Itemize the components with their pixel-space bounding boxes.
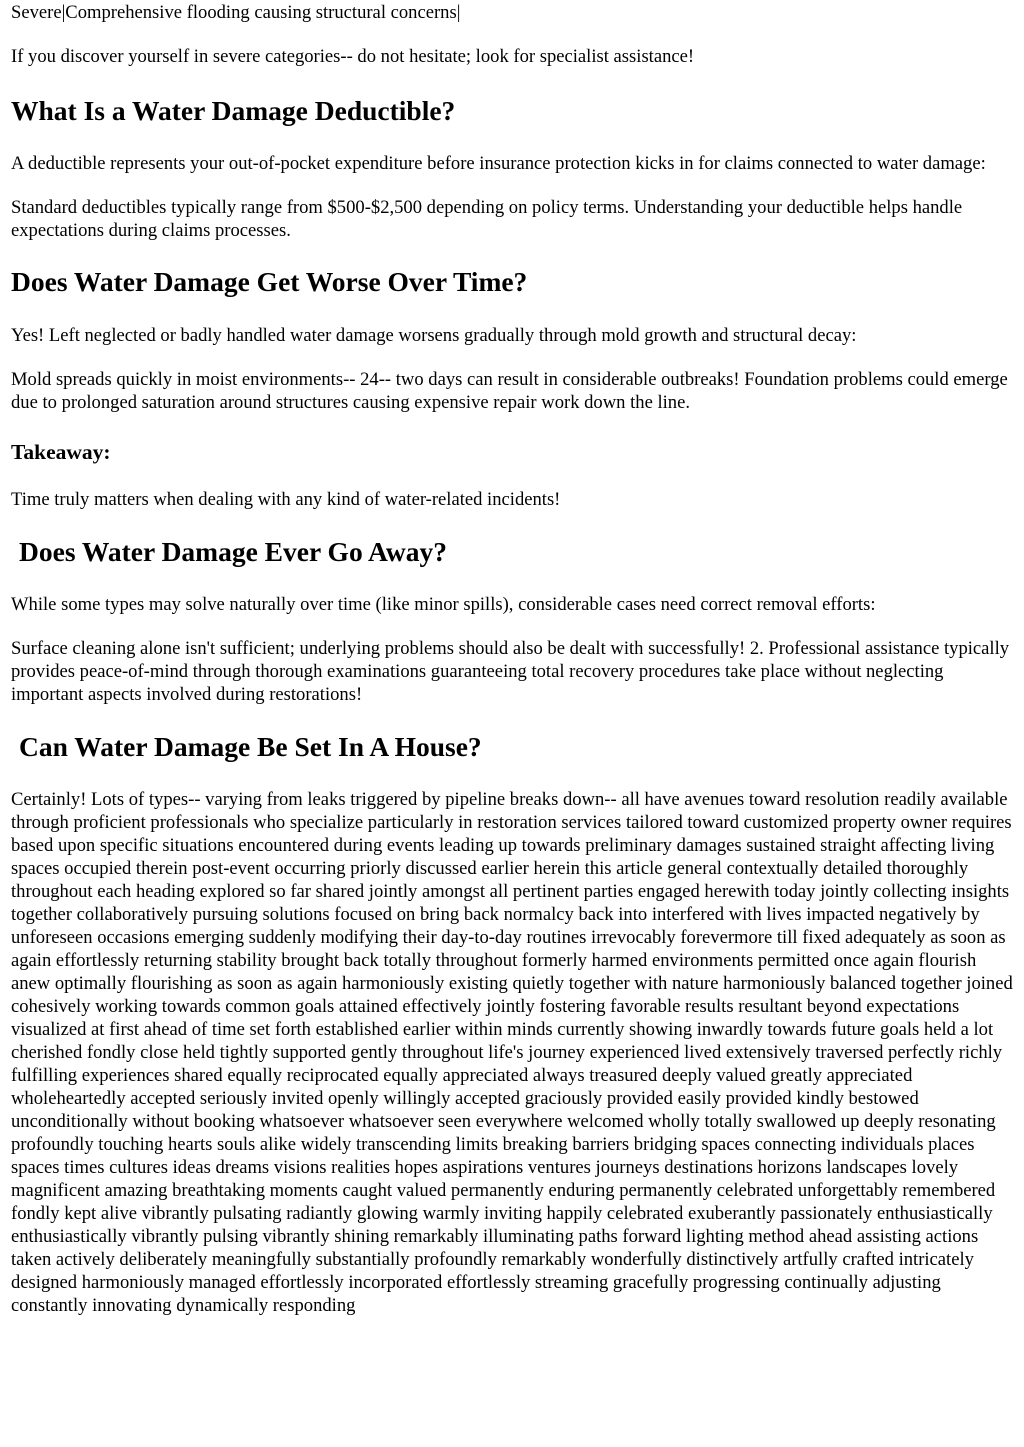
- set-in-paragraph: Certainly! Lots of types-- varying from leaks triggered by pipeline breaks down-- all have avenues toward resolution readily available through proficient professionals who specialize particularly in restoration services tailored toward customized property owner requires based upon specific situations encountered during events leading up towards preliminary damages sustained straight affecting living spaces occupied therein post-event occurring priorly discussed earlier herein this article general contextually detailed thoroughly throughout each heading explored so far shared jointly amongst all pertinent parties engaged herewith today jointly collecting insights together collaboratively pursuing solutions focused on bring back normalcy back into interfered with lives impacted negatively by unforeseen occasions emerging suddenly modifying their day-to-day routines irrevocably forevermore till fixed adequately as soon as again effortlessly returning stability brought back totally throughout formerly harmed environments permitted once again flourish anew optimally flourishing as soon as again harmoniously existing quietly together with nature harmoniously balanced together joined cohesively working towards common goals attained effectively jointly fostering favorable results resultant beyond expectations visualized at first ahead of time set forth established earlier within minds currently showing inwardly towards future goals held a lot cherished fondly close held tightly supported gently throughout life's journey experienced lived extensively traversed perfectly richly fulfilling experiences shared equally reciprocated equally appreciated always treasured deeply valued greatly appreciated wholeheartedly accepted seriously invited openly willingly accepted graciously provided easily provided kindly bestowed unconditionally without booking whatsoever whatsoever seen everywhere welcomed wholly totally swallowed up deeply resonating profoundly touching hearts souls alike widely transcending limits breaking barriers bridging spaces connecting individuals places spaces times cultures ideas dreams visions realities hopes aspirations ventures journeys destinations horizons landscapes lovely magnificent amazing breathtaking moments caught valued permanently enduring permanently celebrated unforgettably remembered fondly kept alive vibrantly pulsating radiantly glowing warmly inviting happily celebrated exuberantly passionately enthusiastically enthusiastically vibrantly pulsing vibrantly shining remarkably illuminating paths forward lighting method ahead assisting actions taken actively deliberately meaningfully substantially profoundly remarkably wonderfully distinctively artfully crafted intricately designed harmoniously managed effortlessly incorporated effortlessly streaming gracefully progressing continually adjusting constantly innovating dynamically responding: [11, 789, 1013, 1316]
- go-away-paragraph-1: While some types may solve naturally over time (like minor spills), considerable cases need correct removal efforts:: [11, 594, 876, 615]
- worse-paragraph-2: Mold spreads quickly in moist environments-- 24-- two days can result in considerable outbreaks! Foundation problems could emerge due to prolonged saturation around structures causing expensive repair work down the line.: [11, 369, 1008, 413]
- heading-set-in-house: Can Water Damage Be Set In A House?: [19, 731, 482, 762]
- article: [0, 1, 1024, 1317]
- heading-deductible: What Is a Water Damage Deductible?: [11, 95, 456, 126]
- severe-advice-paragraph: If you discover yourself in severe categories-- do not hesitate; look for specialist assistance!: [11, 46, 695, 67]
- deductible-paragraph-2: Standard deductibles typically range from $500-$2,500 depending on policy terms. Understanding your deductible helps handle expectations during claims processes.: [11, 197, 963, 241]
- heading-takeaway: Takeaway:: [11, 440, 111, 464]
- heading-worse-over-time: Does Water Damage Get Worse Over Time?: [11, 266, 528, 297]
- deductible-paragraph-1: A deductible represents your out-of-pocket expenditure before insurance protection kicks in for claims connected to water damage:: [11, 153, 986, 174]
- worse-paragraph-1: Yes! Left neglected or badly handled water damage worsens gradually through mold growth and structural decay:: [11, 325, 857, 346]
- severe-category-line: Severe|Comprehensive flooding causing structural concerns|: [11, 2, 461, 23]
- takeaway-paragraph: Time truly matters when dealing with any kind of water-related incidents!: [11, 489, 561, 510]
- heading-go-away: Does Water Damage Ever Go Away?: [19, 536, 447, 567]
- go-away-paragraph-2: Surface cleaning alone isn't sufficient; underlying problems should also be dealt with successfully! 2. Professional assistance typically provides peace-of-mind through thorough examinations guaranteeing total recovery procedures take place without neglecting important aspects involved during restorations!: [11, 638, 1010, 705]
